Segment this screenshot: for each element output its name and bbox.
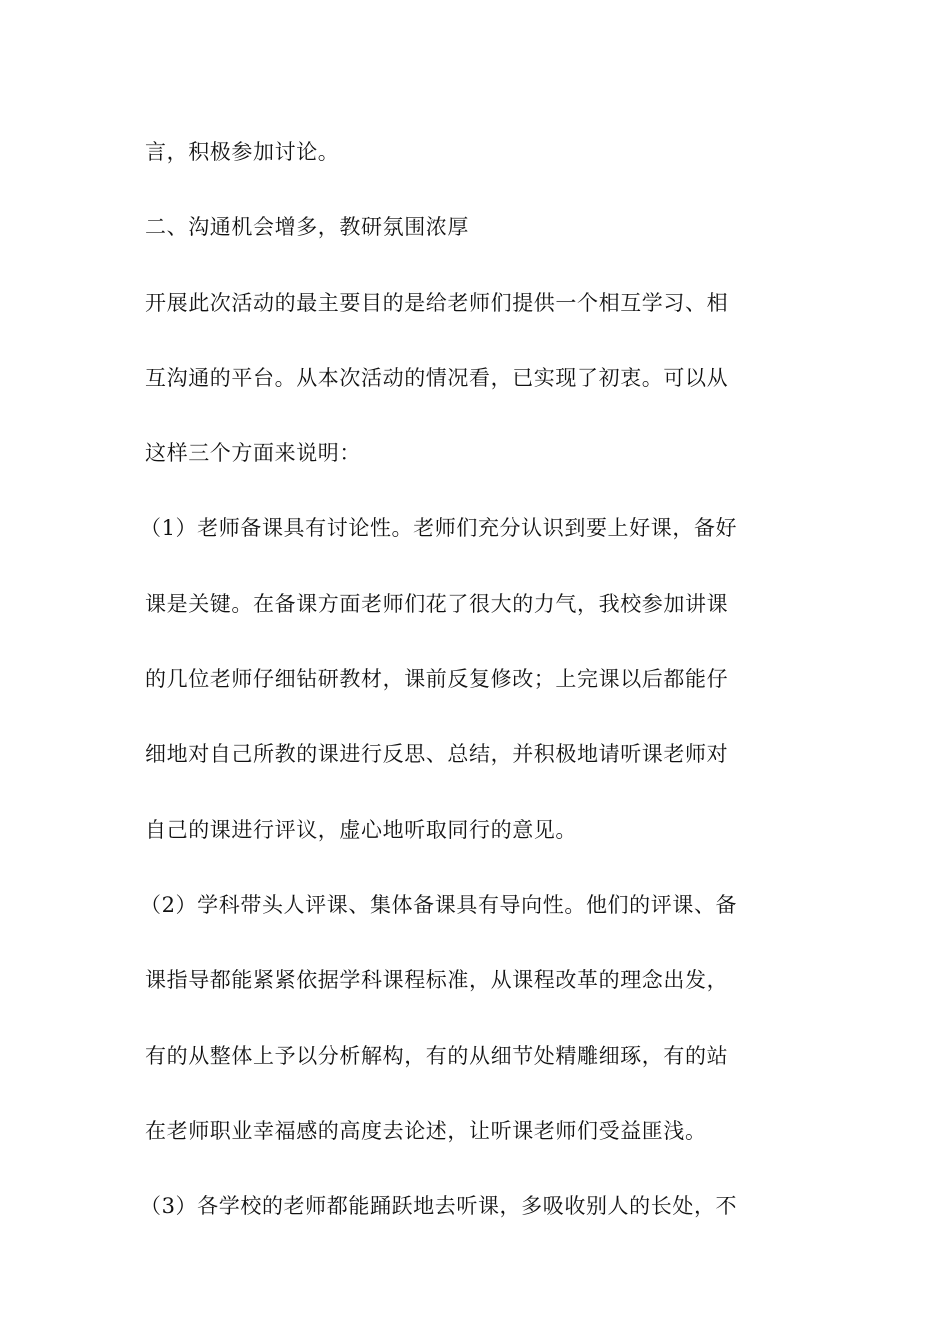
text-line: 言，积极参加讨论。 (145, 140, 340, 164)
section-heading: 二、沟通机会增多，教研氛围浓厚 (145, 215, 469, 240)
text-line: 的几位老师仔细钻研教材，课前反复修改；上完课以后都能仔 (145, 667, 729, 692)
text-line: 在老师职业幸福感的高度去论述，让听课老师们受益匪浅。 (145, 1118, 707, 1143)
text-line: 课指导都能紧紧依据学科课程标准，从课程改革的理念出发， (145, 968, 729, 993)
text-line: 课是关键。在备课方面老师们花了很大的力气，我校参加讲课 (145, 591, 729, 616)
text-line: 自己的课进行评议，虚心地听取同行的意见。 (145, 817, 577, 842)
text-line: 开展此次活动的最主要目的是给老师们提供一个相互学习、相 (145, 290, 729, 315)
text-line: 细地对自己所教的课进行反思、总结，并积极地请听课老师对 (145, 742, 729, 767)
text-line: （3）各学校的老师都能踊跃地去听课，多吸收别人的长处，不 (140, 1194, 738, 1219)
document-body (140, 129, 815, 1258)
text-line: （2）学科带头人评课、集体备课具有导向性。他们的评课、备 (140, 892, 738, 917)
text-line: （1）老师备课具有讨论性。老师们充分认识到要上好课，备好 (140, 516, 738, 541)
text-line: 这样三个方面来说明： (145, 441, 361, 466)
text-line: 有的从整体上予以分析解构，有的从细节处精雕细琢，有的站 (145, 1043, 729, 1068)
text-line: 互沟通的平台。从本次活动的情况看，已实现了初衷。可以从 (145, 365, 729, 390)
